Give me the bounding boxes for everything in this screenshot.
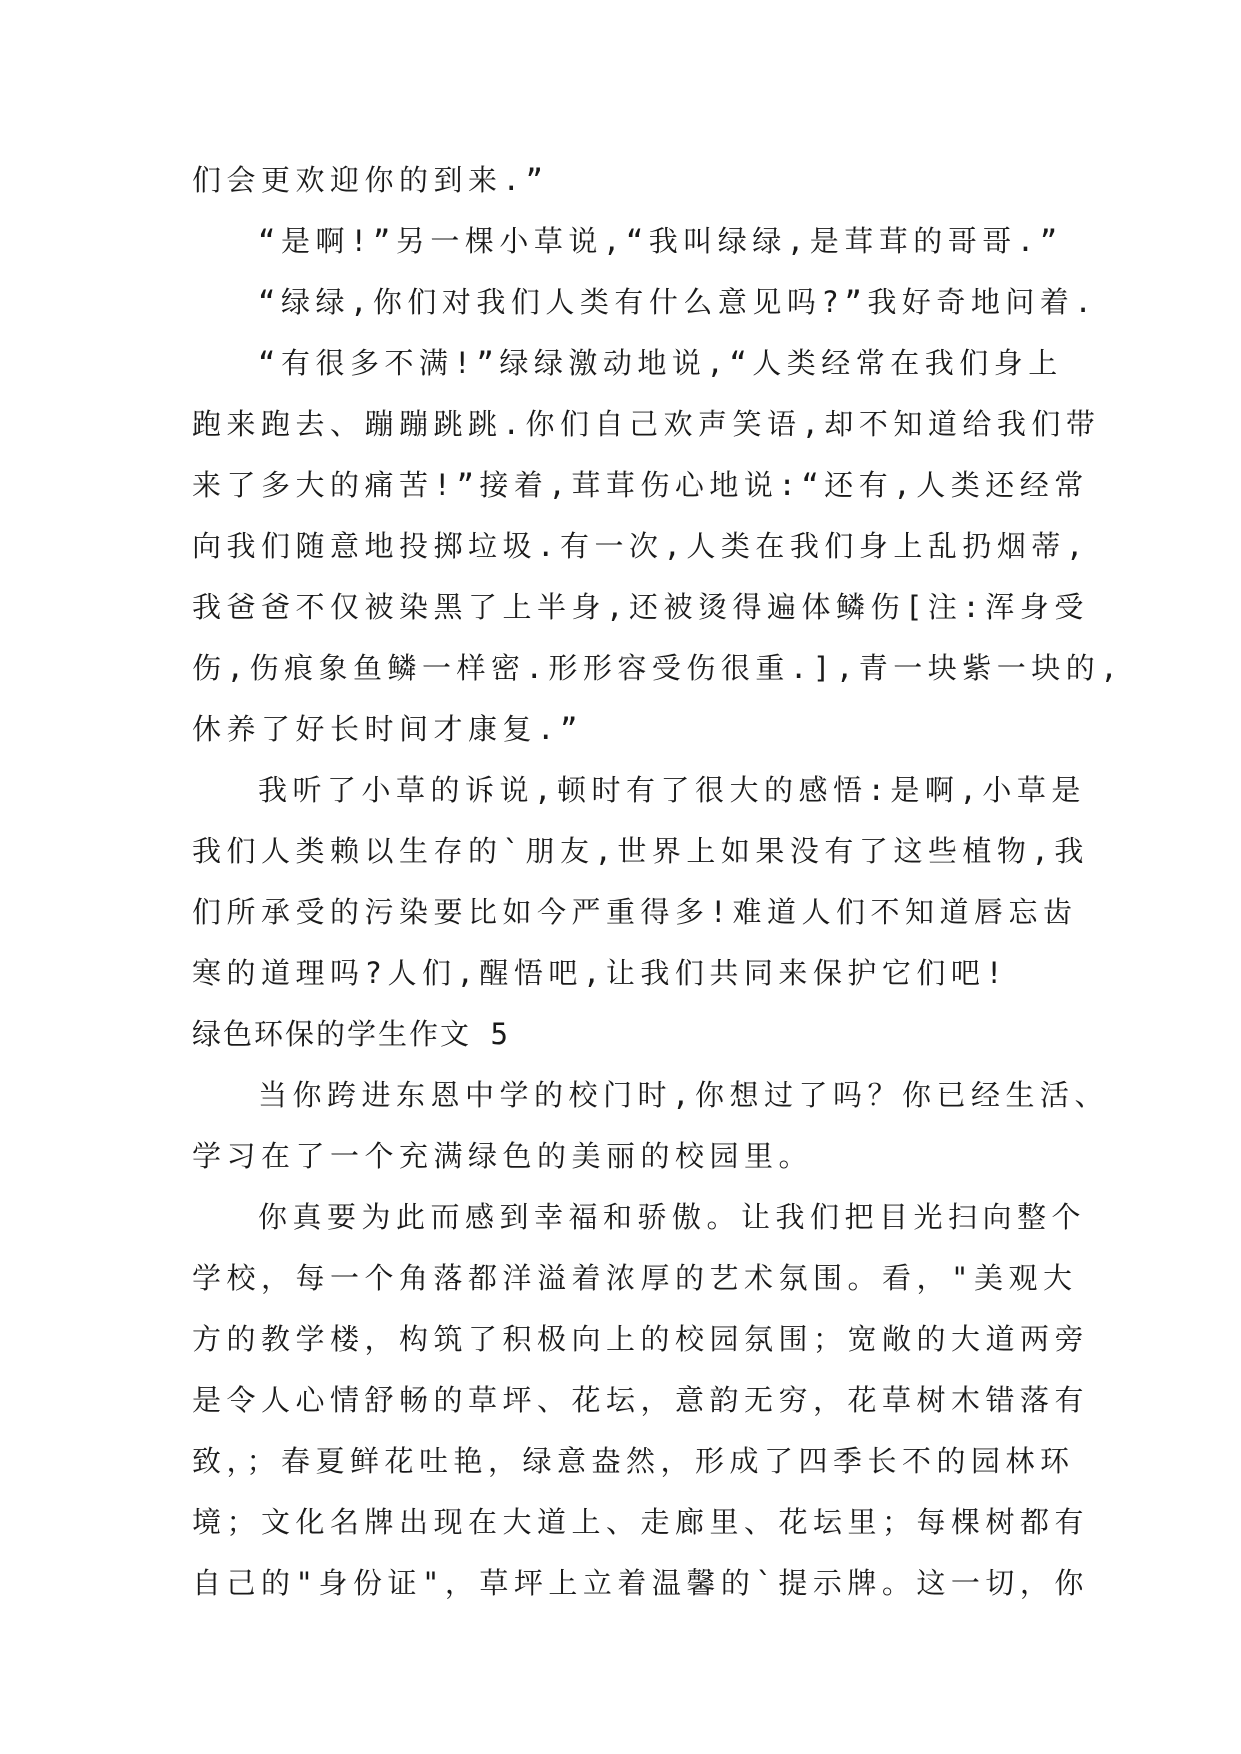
text-line: 跑来跑去、蹦蹦跳跳.你们自己欢声笑语,却不知道给我们带 <box>192 407 1101 441</box>
text-line: 学习在了一个充满绿色的美丽的校园里。 <box>192 1139 814 1173</box>
text-line: 休养了好长时间才康复.” <box>192 712 583 746</box>
text-line: 境；文化名牌出现在大道上、走廊里、花坛里；每棵树都有 <box>192 1505 1090 1539</box>
text-line: 伤,伤痕象鱼鳞一样密.形形容受伤很重.],青一块紫一块的, <box>192 651 1124 685</box>
text-line: 方的教学楼，构筑了积极向上的校园氛围；宽敞的大道两旁 <box>192 1322 1090 1356</box>
text-line: 致，；春夏鲜花吐艳，绿意盎然，形成了四季长不的园林环 <box>192 1444 1075 1478</box>
text-line: 向我们随意地投掷垃圾.有一次,人类在我们身上乱扔烟蒂, <box>192 529 1089 563</box>
text-line: 当你跨进东恩中学的校门时,你想过了吗？你已经生活、 <box>258 1078 1109 1112</box>
text-line: “绿绿,你们对我们人类有什么意见吗?”我好奇地问着. <box>258 285 1098 319</box>
text-line: 们会更欢迎你的到来.” <box>192 163 549 197</box>
text-line: 我爸爸不仅被染黑了上半身,还被烫得遍体鳞伤[注:浑身受 <box>192 590 1089 624</box>
text-line: 自己的"身份证"，草坪上立着温馨的`提示牌。这一切，你 <box>192 1566 1089 1600</box>
text-line: “是啊!”另一棵小草说,“我叫绿绿,是茸茸的哥哥.” <box>258 224 1063 258</box>
text-line: 们所承受的污染要比如今严重得多!难道人们不知道唇忘齿 <box>192 895 1078 929</box>
section-heading: 绿色环保的学生作文 5 <box>192 1017 510 1051</box>
text-line: 是令人心情舒畅的草坪、花坛，意韵无穷，花草树木错落有 <box>192 1383 1090 1417</box>
text-line: 来了多大的痛苦!”接着,茸茸伤心地说:“还有,人类还经常 <box>192 468 1089 502</box>
text-line: 我听了小草的诉说,顿时有了很大的感悟:是啊,小草是 <box>258 773 1086 807</box>
text-line: “有很多不满!”绿绿激动地说,“人类经常在我们身上 <box>258 346 1063 380</box>
text-line: 学校，每一个角落都洋溢着浓厚的艺术氛围。看，"美观大 <box>192 1261 1078 1295</box>
text-line: 你真要为此而感到幸福和骄傲。让我们把目光扫向整个 <box>258 1200 1087 1234</box>
text-line: 我们人类赖以生存的`朋友,世界上如果没有了这些植物,我 <box>192 834 1089 868</box>
text-line: 寒的道理吗?人们,醒悟吧,让我们共同来保护它们吧! <box>192 956 1009 990</box>
document-page <box>192 150 1124 1614</box>
